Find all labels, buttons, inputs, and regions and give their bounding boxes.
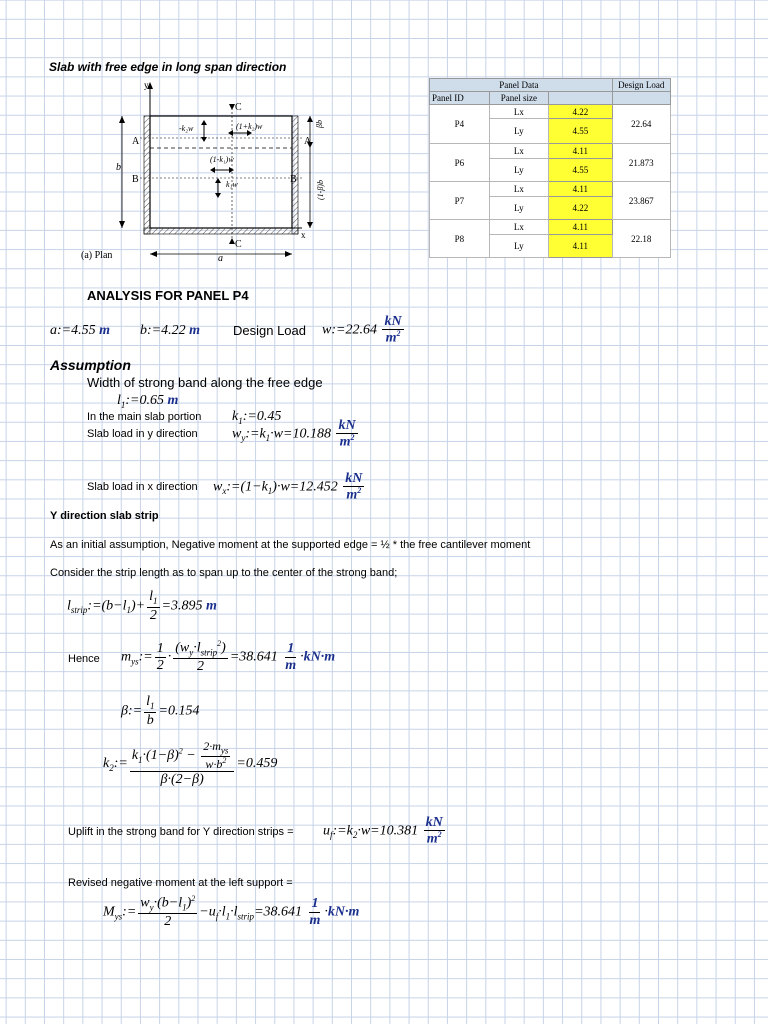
panel-id-header: Panel ID — [430, 92, 490, 105]
table-row: P6 Lx 4.11 21.873 — [430, 144, 671, 159]
b-value: 4.22 — [161, 323, 186, 338]
hence-label: Hence — [68, 653, 100, 665]
section-b-left-label: B — [132, 174, 139, 185]
revised-moment-label: Revised negative moment at the left support = — [68, 877, 293, 889]
lx-value-cell: 4.11 — [549, 144, 613, 159]
beta-b-label: βb — [315, 120, 324, 128]
wy-equation: $w_y:=k_1\cdot w=10.188$ $\frac{kN}{m^2}$ — [232, 418, 356, 451]
y-strip-heading: Y direction slab strip — [50, 510, 159, 522]
design-load-label: Design Load — [233, 323, 306, 338]
x-axis-label: x — [301, 230, 306, 240]
mys-equation: $m_{ys}:=$ $\frac{1}{2}$ · $\frac{(w_y\cdot l_{strip}^2)}{2}$ =38.641 $\frac{1}{m}$ ·kN·m — [121, 639, 336, 675]
uf-value: 10.381 — [379, 823, 419, 839]
section-a-left-label: A — [132, 136, 140, 147]
table-row: Ly 4.11 — [430, 235, 671, 258]
diagram-title: Slab with free edge in long span direction — [49, 60, 287, 74]
analysis-title: ANALYSIS FOR PANEL P4 — [87, 288, 249, 303]
panel-data-table — [429, 78, 671, 258]
width-strong-band-text: Width of strong band along the free edge — [87, 375, 323, 390]
table-row: Ly 4.55 — [430, 159, 671, 182]
section-b-right-label: B — [290, 174, 297, 185]
plan-caption: (a) Plan — [81, 250, 113, 261]
lx-value-cell: 4.11 — [549, 220, 613, 235]
design-load-cell: 22.18 — [612, 220, 670, 258]
a-equation: a:=4.55 m — [50, 323, 110, 338]
design-load-cell: 23.867 — [612, 182, 670, 220]
ly-value-cell: 4.11 — [549, 235, 613, 258]
ly-value-cell: 4.55 — [549, 119, 613, 144]
design-load-header: Design Load — [612, 79, 670, 92]
one-minus-beta-b-label: (1-β)b — [316, 180, 325, 200]
Mys-equation: $M_{ys}:=$ $\frac{w_y\cdot(b-l_1)^2}{2}$ $-u_f\cdot l_1\cdot l_{strip}=38.641$ $\frac{1}{m}$ ·kN·m — [103, 894, 360, 930]
Mys-value: 38.641 — [263, 904, 303, 920]
panel-size-header: Panel size — [489, 92, 548, 105]
main-slab-label: In the main slab portion — [87, 411, 202, 423]
a-value: 4.55 — [71, 323, 96, 338]
uf-equation: $u_f:=k_2\cdot w=10.381$ $\frac{kN}{m^2}$ — [323, 815, 443, 848]
lstrip-equation: $l_{strip}:=(b-l_1)+$ $\frac{l_1}{2}$ =3.895 m — [67, 589, 217, 623]
section-c-bottom-label: C — [235, 239, 242, 250]
dimension-a-label: a — [218, 253, 223, 264]
panel-id-cell: P8 — [430, 220, 490, 258]
w-value: 22.64 — [345, 322, 377, 338]
uplift-label: Uplift in the strong band for Y direction strips = — [68, 826, 294, 838]
k2-value: 0.459 — [245, 756, 278, 772]
table-row: P7 Lx 4.11 23.867 — [430, 182, 671, 197]
mys-value: 38.641 — [239, 649, 278, 665]
section-c-top-label: C — [235, 102, 242, 113]
l1-equation: $l_1:=0.65$ m — [117, 393, 179, 410]
b-equation: b:=4.22 m — [140, 323, 200, 338]
section-a-right-label: A — [304, 136, 312, 147]
table-row: P8 Lx 4.11 22.18 — [430, 220, 671, 235]
ly-value-cell: 4.55 — [549, 159, 613, 182]
k2-equation: $k_2:=$ $k_1\cdot(1-\beta)^2$ − $\frac{2\cdot m_{ys}}{w\cdot b^2}$ β·(2−β) =0.459 — [103, 739, 278, 788]
k1-value: 0.45 — [256, 409, 282, 424]
slab-load-x-label: Slab load in x direction — [87, 481, 198, 493]
initial-assumption-text: As an initial assumption, Negative moment at the supported edge = ½ * the free cantilever moment — [50, 539, 531, 551]
k1-equation: $k_1:=0.45$ — [232, 409, 282, 426]
design-load-cell: 22.64 — [612, 105, 670, 144]
y-axis-label: y — [144, 80, 149, 90]
assumption-heading: Assumption — [50, 357, 131, 373]
wx-equation: $w_x:=(1-k_1)\cdot w=12.452$ $\frac{kN}{m^2}$ — [213, 471, 363, 504]
k1w-label: k₁w — [226, 180, 238, 189]
wy-value: 10.188 — [292, 426, 331, 442]
w-equation: w:=22.64 $\frac{kN}{m^2}$ — [322, 314, 402, 347]
slab-load-y-label: Slab load in y direction — [87, 428, 198, 440]
beta-value: 0.154 — [167, 703, 200, 719]
panel-data-header: Panel Data — [489, 79, 548, 92]
wx-value: 12.452 — [299, 479, 338, 495]
slab-plan-diagram — [70, 78, 340, 270]
table-row: Ly 4.22 — [430, 197, 671, 220]
table-row: P4 Lx 4.22 22.64 — [430, 105, 671, 119]
panel-id-cell: P7 — [430, 182, 490, 220]
one-plus-k2w-label: (1+k₂)w — [236, 122, 263, 131]
table-row: Ly 4.55 — [430, 119, 671, 144]
dimension-b-label: b — [116, 162, 121, 173]
neg-k2w-label: -k₂w — [179, 124, 194, 133]
beta-equation: β:= $\frac{l_1}{b}$ =0.154 — [121, 694, 200, 728]
design-load-cell: 21.873 — [612, 144, 670, 182]
lx-value-cell: 4.22 — [549, 105, 613, 119]
ly-value-cell: 4.22 — [549, 197, 613, 220]
strip-length-text: Consider the strip length as to span up to the center of the strong band; — [50, 567, 398, 579]
lx-value-cell: 4.11 — [549, 182, 613, 197]
panel-id-cell: P6 — [430, 144, 490, 182]
panel-id-cell: P4 — [430, 105, 490, 144]
lstrip-value: 3.895 — [170, 598, 203, 614]
l1-value: 0.65 — [139, 393, 164, 408]
one-minus-k1w-label: (1-k₁)w — [210, 155, 234, 164]
